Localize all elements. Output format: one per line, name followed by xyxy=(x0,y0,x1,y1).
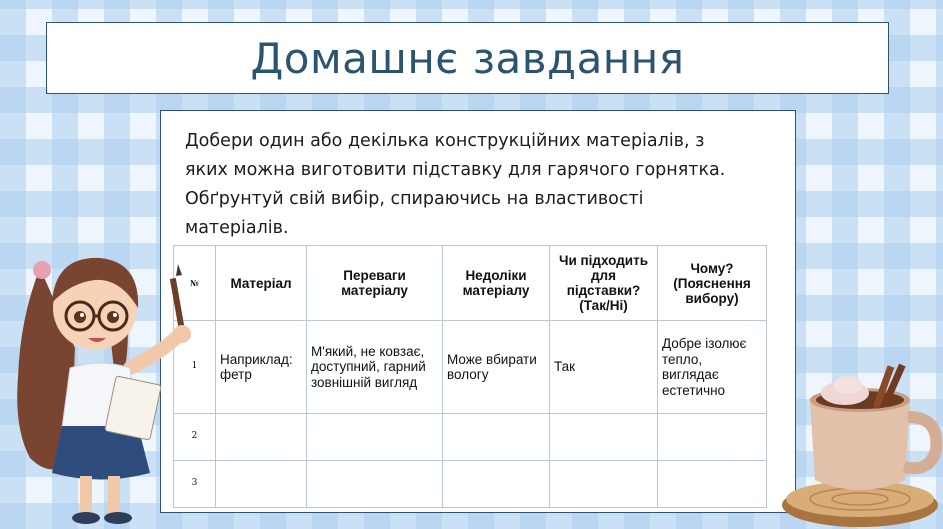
table-header-row xyxy=(174,246,767,321)
hot-cocoa-mug-illustration xyxy=(780,355,943,529)
cell-why[interactable] xyxy=(658,461,767,508)
cell-advantages[interactable] xyxy=(307,414,443,461)
column-header-number: № xyxy=(174,246,216,321)
cell-material[interactable] xyxy=(216,414,307,461)
cell-disadvantages[interactable] xyxy=(443,461,550,508)
cell-number: 1 xyxy=(174,321,216,414)
task-text xyxy=(185,127,765,243)
cell-material[interactable] xyxy=(216,461,307,508)
cell-why[interactable] xyxy=(658,414,767,461)
task-line: Добери один або декілька конструкційних матеріалів, з xyxy=(185,131,705,151)
cell-advantages: М'який, не ковзає, доступний, гарний зовнішній вигляд xyxy=(307,321,443,414)
cell-number: 3 xyxy=(174,461,216,508)
column-header-suitable: Чи підходить для підставки? (Так/Ні) xyxy=(550,246,658,321)
cell-material: Наприклад: фетр xyxy=(216,321,307,414)
title-banner xyxy=(46,22,889,94)
cell-number: 2 xyxy=(174,414,216,461)
table-row xyxy=(174,321,767,414)
cell-why: Добре ізолює тепло, виглядає естетично xyxy=(658,321,767,414)
column-header-material: Матеріал xyxy=(216,246,307,321)
girl-with-pencil-illustration xyxy=(0,228,200,529)
cell-disadvantages: Може вбирати вологу xyxy=(443,321,550,414)
column-header-disadvantages: Недоліки матеріалу xyxy=(443,246,550,321)
cell-disadvantages[interactable] xyxy=(443,414,550,461)
cell-advantages[interactable] xyxy=(307,461,443,508)
task-line: матеріалів. xyxy=(185,218,289,238)
task-line: яких можна виготовити підставку для гарячого горнятка. xyxy=(185,160,726,180)
task-line: Обґрунтуй свій вибір, спираючись на властивості xyxy=(185,189,644,209)
cell-suitable[interactable] xyxy=(550,461,658,508)
table-row xyxy=(174,461,767,508)
homework-card xyxy=(160,110,796,513)
cell-suitable: Так xyxy=(550,321,658,414)
table-row xyxy=(174,414,767,461)
cell-suitable[interactable] xyxy=(550,414,658,461)
homework-table xyxy=(173,245,767,508)
column-header-why: Чому? (Пояснення вибору) xyxy=(658,246,767,321)
page-title: Домашнє завдання xyxy=(250,33,685,83)
column-header-advantages: Переваги матеріалу xyxy=(307,246,443,321)
